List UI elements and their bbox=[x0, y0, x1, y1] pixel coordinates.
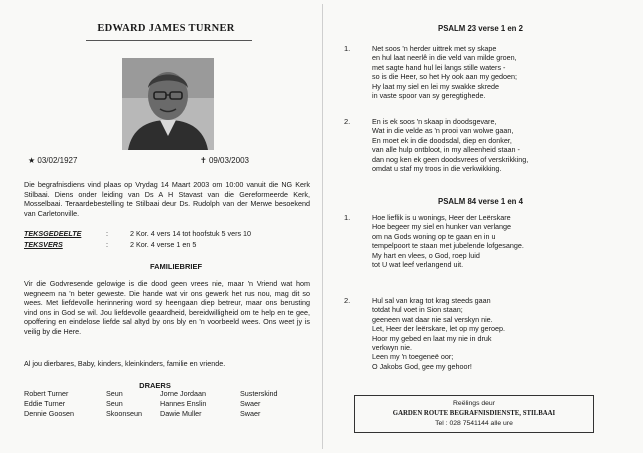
portrait-photo bbox=[122, 58, 214, 150]
verse-line: Let, Heer der leërskare, let op my geroep. bbox=[372, 324, 506, 334]
verse-line: totdat hul voet in Sion staan; bbox=[372, 305, 463, 315]
pallbearer-name: Hannes Enslin bbox=[160, 399, 207, 408]
psalm-23-verse-1 bbox=[372, 44, 517, 100]
death-date-value: 09/03/2003 bbox=[208, 156, 249, 165]
star-icon: ★ bbox=[28, 156, 36, 165]
pallbearer-name: Robert Turner bbox=[24, 389, 69, 398]
colon: : bbox=[106, 229, 108, 238]
verse-line: geeneen wat daar nie sal verskyn nie. bbox=[372, 314, 493, 324]
verse-line: verkwyn nie. bbox=[372, 343, 412, 353]
birth-date-value: 03/02/1927 bbox=[37, 156, 78, 165]
verse-line: Net soos 'n herder uittrek met sy skape bbox=[372, 44, 497, 53]
verse-line: En is ek soos 'n skaap in doodsgevare, bbox=[372, 117, 497, 126]
verse-line: Leen my 'n toegeneë oor; bbox=[372, 352, 454, 362]
birth-date bbox=[28, 156, 77, 165]
colon: : bbox=[106, 240, 108, 249]
pallbearer-name: Dennie Goosen bbox=[24, 409, 74, 418]
familiebrief-heading: FAMILIEBRIEF bbox=[149, 262, 203, 271]
draers-heading: DRAERS bbox=[139, 381, 171, 390]
teksvers-value: 2 Kor. 4 verse 1 en 5 bbox=[130, 240, 197, 249]
page-fold-divider bbox=[322, 4, 323, 449]
pallbearer-name: Eddie Turner bbox=[24, 399, 66, 408]
verse-line: dan nog ken ek geen doodsvrees of verskrikking, bbox=[372, 154, 529, 164]
teksgedeelte-label: TEKSGEDEELTE bbox=[24, 229, 82, 238]
verse-line: Hoe lieflik is u wonings, Heer der Leërskare bbox=[372, 213, 511, 222]
verse-line: met sagte hand hul lei langs stille waters - bbox=[372, 62, 506, 72]
verse-line: tempelpoort te staan met jubelende lofgesange. bbox=[372, 241, 524, 251]
verse-line: en hul laat neerlê in die veld van milde groen, bbox=[372, 53, 517, 63]
psalm-84-heading: PSALM 84 verse 1 en 4 bbox=[438, 197, 523, 206]
verse-line: Wat in die velde as 'n prooi van wolwe gaan, bbox=[372, 126, 514, 136]
verse-line: om na Gods woning op te gaan en in u bbox=[372, 231, 496, 241]
pallbearer-relation: Swaer bbox=[240, 409, 261, 418]
arrangements-label: Reëlings deur bbox=[453, 400, 495, 407]
verse-line: in vaste spoor van sy geregtighede. bbox=[372, 91, 486, 101]
verse-line: so is die Heer, so het Hy ook aan my gedoen; bbox=[372, 72, 518, 82]
verse-line: My hart en vlees, o God, roep luid bbox=[372, 250, 480, 260]
psalm-23-verse-2 bbox=[372, 117, 528, 173]
verse-line: O Jakobs God, gee my gehoor! bbox=[372, 361, 472, 371]
verse-line: Hul sal van krag tot krag steeds gaan bbox=[372, 296, 491, 305]
pallbearer-relation: Seun bbox=[106, 399, 123, 408]
pallbearer-relation: Seun bbox=[106, 389, 123, 398]
teksgedeelte-value: 2 Kor. 4 vers 14 tot hoofstuk 5 vers 10 bbox=[130, 229, 252, 238]
teksvers-label: TEKSVERS bbox=[24, 240, 63, 249]
verse-line: tot U wat leef verlangend uit. bbox=[372, 260, 464, 270]
psalm-84-verse-1 bbox=[372, 213, 524, 269]
service-details: Die begrafnisdiens vind plaas op Vrydag 14 Maart 2003 om 10:00 vanuit die NG Kerk Stilbaai. Diens onder leiding van Ds A H Stavast van die Gereformeerde Kerk, Mosselbaai. Teraardebestelling te Stilbaai deur Ds. Rudolph van der Merwe besoekend van Carletonville. bbox=[24, 180, 310, 218]
pallbearer-name: Dawie Muller bbox=[160, 409, 202, 418]
death-date bbox=[200, 156, 249, 165]
pallbearer-relation: Susterskind bbox=[240, 389, 278, 398]
verse-number: 1. bbox=[344, 44, 351, 53]
pallbearer-relation: Swaer bbox=[240, 399, 261, 408]
title-underline bbox=[86, 40, 252, 41]
funeral-home-name: GARDEN ROUTE BEGRAFNISDIENSTE, STILBAAI bbox=[392, 410, 556, 417]
psalm-23-heading: PSALM 23 verse 1 en 2 bbox=[438, 24, 523, 33]
closing-line: Al jou dierbares, Baby, kinders, kleinkinders, familie en vriende. bbox=[24, 359, 226, 368]
pallbearer-relation: Skoonseun bbox=[106, 409, 142, 418]
verse-line: Hoe begeer my siel en hunker van verlange bbox=[372, 222, 512, 232]
family-letter: Vir die Godvresende gelowige is die dood geen vrees nie, maar 'n Vriend wat hom wegneem na 'n beter geweste. Die hande wat vir ons gewerk het rus nou, mag dit so wees. Met liefdevolle herinnering word sy heengaan diep betreur, maar ons berusting vind ons in God se wil. Jou liefdevolle geaardheid, bereidwilligheid om te help en te gee, opoffering en eindelose liefde sal altyd by ons bly en 'n voorbeeld wees. Ons weet jy is veilig by die Here. bbox=[24, 279, 310, 336]
verse-number: 2. bbox=[344, 296, 351, 305]
pallbearer-name: Jorne Jordaan bbox=[160, 389, 206, 398]
psalm-84-verse-2 bbox=[372, 296, 505, 371]
cross-icon: ✝ bbox=[200, 156, 207, 165]
deceased-name: EDWARD JAMES TURNER bbox=[97, 23, 235, 34]
funeral-home-box bbox=[354, 395, 594, 433]
verse-number: 2. bbox=[344, 117, 351, 126]
funeral-home-phone: Tel : 028 7541144 alle ure bbox=[435, 420, 513, 427]
verse-line: van alle hulp ontbloot, in my alleenheid staan - bbox=[372, 145, 520, 155]
verse-line: Hoor my gebed en laat my nie in druk bbox=[372, 333, 492, 343]
verse-line: En moet ek in die doodsdal, diep en donker, bbox=[372, 135, 512, 145]
verse-line: omdat u staf my troos in die verkwikking. bbox=[372, 164, 502, 174]
verse-line: Hy laat my siel en lei my swakke skrede bbox=[372, 81, 500, 91]
verse-number: 1. bbox=[344, 213, 351, 222]
